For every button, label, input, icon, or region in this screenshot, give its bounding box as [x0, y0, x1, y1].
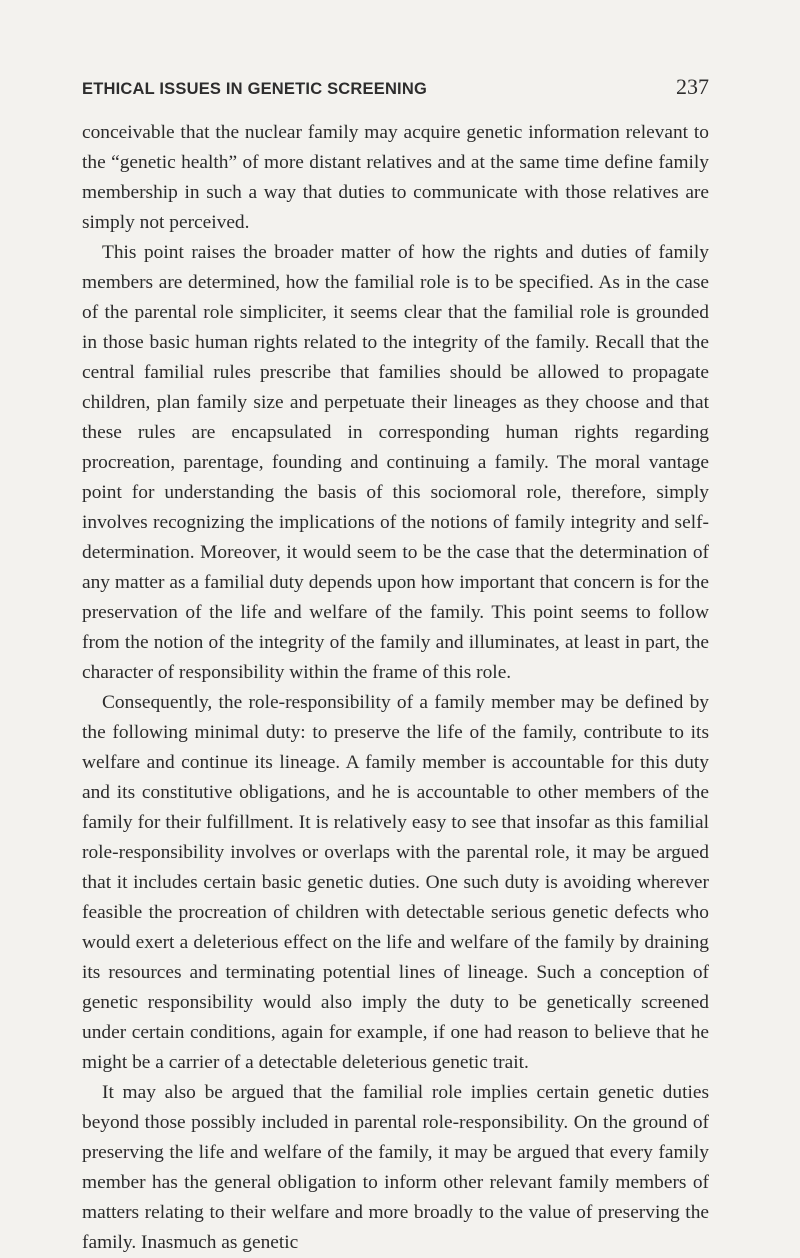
paragraph-genetic-duties: It may also be argued that the familial role implies certain genetic duties beyond those possibly included in parental role-responsibility. On the ground of preserving the life and welfare of the family, it may be argued that every family member has the general obligation to inform other relevant family members of matters relating to their welfare and more broadly to the value of preserving the family. Inasmuch as genetic — [82, 1082, 709, 1253]
running-head — [82, 74, 709, 104]
paragraph-role-responsibility: Consequently, the role-responsibility of a family member may be defined by the following minimal duty: to preserve the life of the family, contribute to its welfare and continue its lineage. A family member is accountable for this duty and its constitutive obligations, and he is accountable to other members of the family for their fulfillment. It is relatively easy to see that insofar as this familial role-responsibility involves or overlaps with the parental role, it may be argued that it includes certain basic genetic duties. One such duty is avoiding wherever feasible the procreation of children with detectable serious genetic defects who would exert a deleterious effect on the life and welfare of the family by draining its resources and terminating potential lines of lineage. Such a conception of genetic responsibility would also imply the duty to be genetically screened under certain conditions, again for example, if one had reason to believe that he might be a carrier of a detectable deleterious genetic trait. — [82, 692, 709, 1073]
paragraph-continuation: conceivable that the nuclear family may acquire genetic information relevant to the “genetic health” of more distant relatives and at the same time define family membership in such a way that duties to communicate with those relatives are simply not perceived. — [82, 122, 709, 233]
running-title: ETHICAL ISSUES IN GENETIC SCREENING — [82, 80, 427, 98]
paragraph-familial-role: This point raises the broader matter of how the rights and duties of family members are determined, how the familial role is to be specified. As in the case of the parental role simpliciter, it seems clear that the familial role is grounded in those basic human rights related to the integrity of the family. Recall that the central familial rules prescribe that families should be allowed to propagate children, plan family size and perpetuate their lineages as they choose and that these rules are encapsulated in corresponding human rights regarding procreation, parentage, founding and continuing a family. The moral vantage point for understanding the basis of this sociomoral role, therefore, simply involves recognizing the implications of the notions of family integrity and self-determination. Moreover, it would seem to be the case that the determination of any matter as a familial duty depends upon how important that concern is for the preservation of the life and welfare of the family. This point seems to follow from the notion of the integrity of the family and illuminates, at least in part, the character of responsibility within the frame of this role. — [82, 242, 709, 683]
page-number: 237 — [676, 74, 709, 99]
body-text — [82, 118, 709, 1258]
